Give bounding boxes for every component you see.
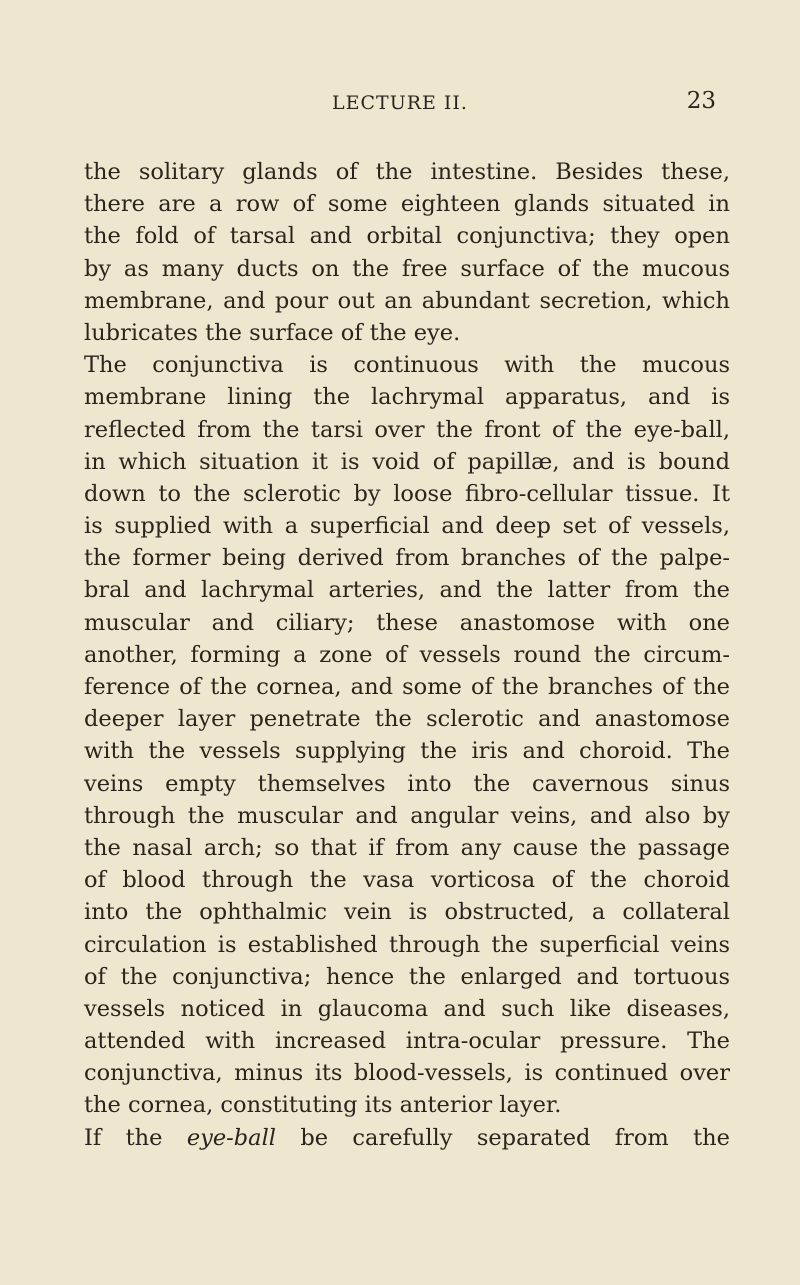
- text-line: through the muscular and angular veins, and also by: [84, 802, 730, 829]
- text-line: reflected from the tarsi over the front of the eye-ball,: [84, 416, 730, 443]
- text-line: deeper layer penetrate the sclerotic and anastomose: [84, 706, 730, 733]
- text-line: conjunctiva, minus its blood-vessels, is continued over: [84, 1060, 730, 1087]
- text-line: into the ophthalmic vein is obstructed, a collateral: [84, 899, 730, 926]
- text-line-final: [84, 1122, 730, 1154]
- text-line: another, forming a zone of vessels round the circum-: [84, 641, 730, 668]
- text-line: vessels noticed in glaucoma and such like diseases,: [84, 995, 730, 1022]
- text-line: The conjunctiva is continuous with the mucous: [84, 352, 730, 379]
- text-line: membrane lining the lachrymal apparatus, and is: [84, 384, 730, 411]
- text-fragment: If the: [84, 1124, 187, 1151]
- page-header: [0, 88, 800, 120]
- text-fragment: be carefully separated from the: [275, 1124, 730, 1151]
- text-line: of the conjunctiva; hence the enlarged and tortuous: [84, 963, 730, 990]
- text-line: is supplied with a superficial and deep set of vessels,: [84, 513, 730, 540]
- text-line: membrane, and pour out an abundant secretion, which: [84, 287, 730, 314]
- text-line: ference of the cornea, and some of the branches of the: [84, 674, 730, 700]
- text-line: attended with increased intra-ocular pressure. The: [84, 1028, 730, 1055]
- running-head: LECTURE II.: [332, 92, 468, 114]
- text-line: the fold of tarsal and orbital conjunctiva; they open: [84, 223, 730, 250]
- text-line: veins empty themselves into the cavernous sinus: [84, 770, 730, 797]
- text-line: the cornea, constituting its anterior layer.: [84, 1092, 562, 1119]
- page-number: 23: [686, 88, 716, 114]
- text-line: down to the sclerotic by loose fibro-cellular tissue. It: [84, 480, 730, 507]
- body-text: [84, 156, 730, 1154]
- text-line: the solitary glands of the intestine. Besides these,: [84, 159, 730, 185]
- text-line: the nasal arch; so that if from any cause the passage: [84, 834, 730, 861]
- italic-term: eye-ball: [186, 1124, 276, 1151]
- text-line: the former being derived from branches of the palpe-: [84, 545, 730, 572]
- text-line: bral and lachrymal arteries, and the latter from the: [84, 577, 730, 604]
- text-line: in which situation it is void of papillæ, and is bound: [84, 448, 730, 475]
- text-line: by as many ducts on the free surface of the mucous: [84, 255, 730, 282]
- text-line: of blood through the vasa vorticosa of the choroid: [84, 867, 730, 894]
- text-line: with the vessels supplying the iris and choroid. The: [84, 738, 730, 765]
- text-line: there are a row of some eighteen glands situated in: [84, 191, 730, 218]
- text-line: lubricates the surface of the eye.: [84, 319, 461, 346]
- text-line: muscular and ciliary; these anastomose with one: [84, 609, 730, 636]
- text-line: circulation is established through the superficial veins: [84, 931, 730, 958]
